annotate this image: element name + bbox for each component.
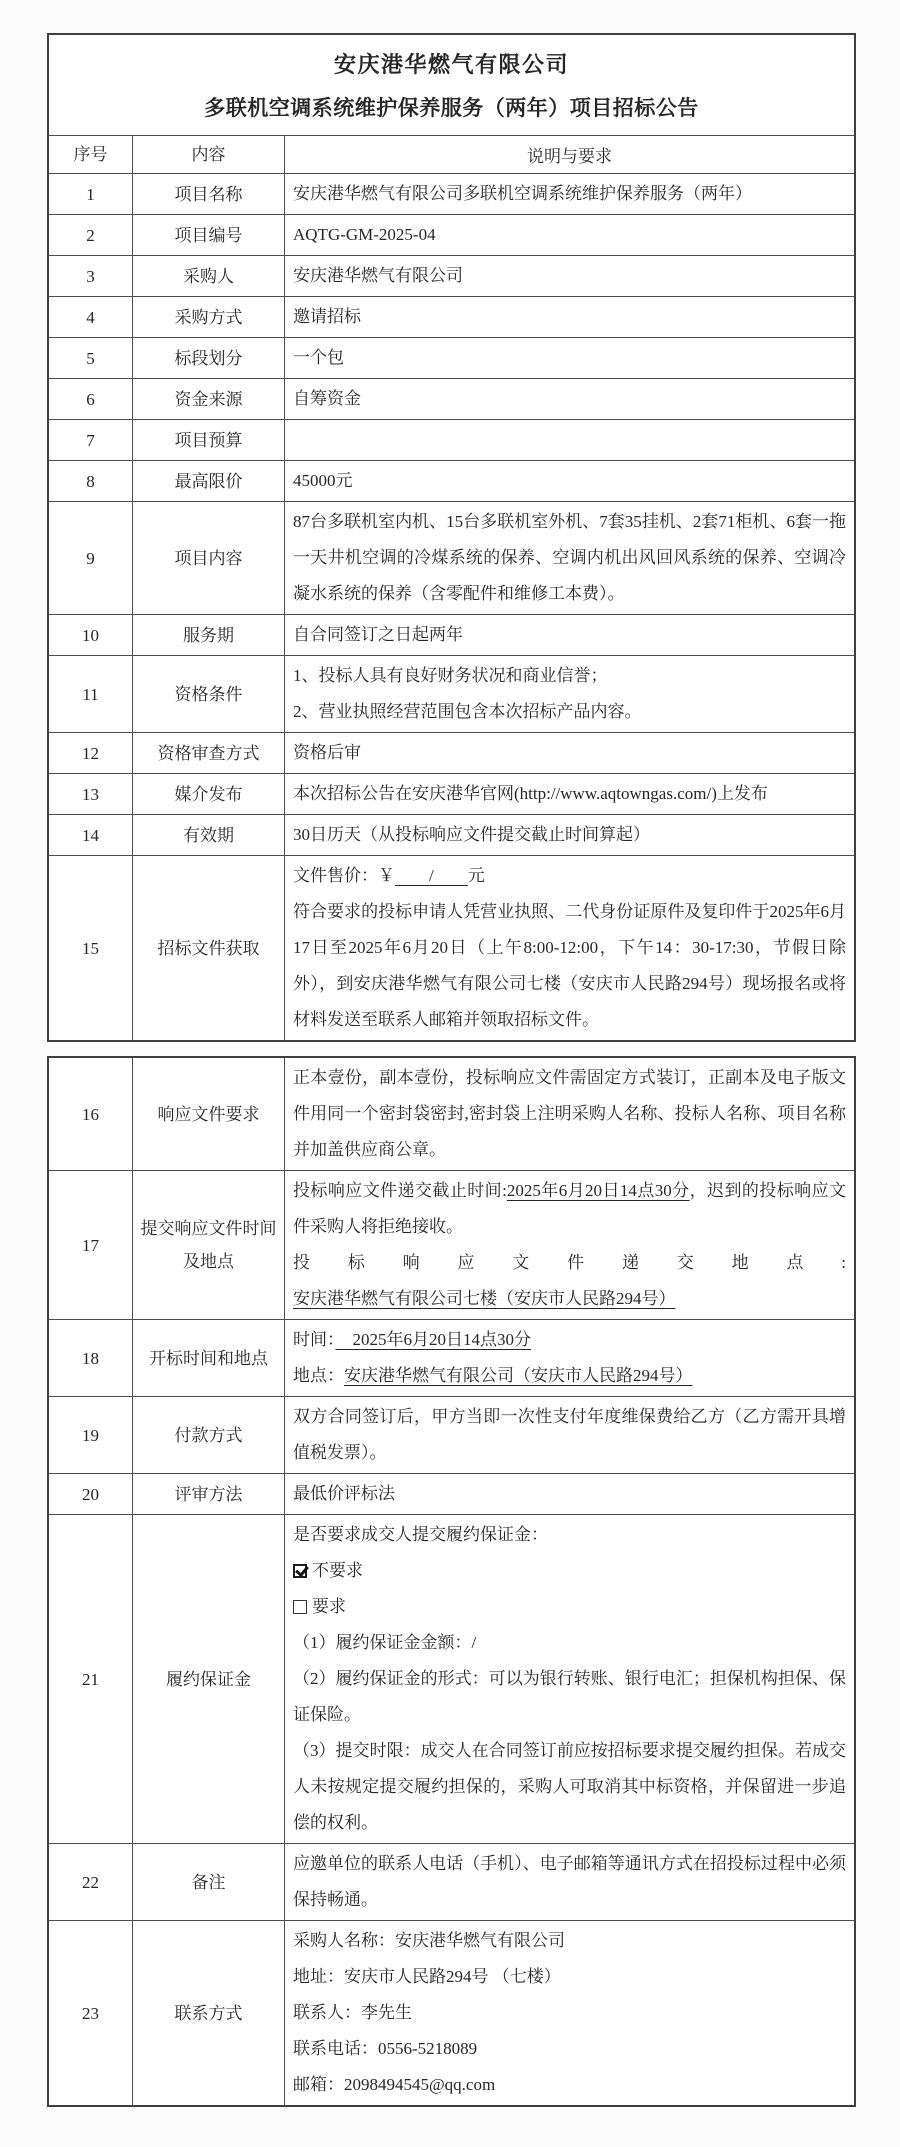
text-segment: 安庆港华燃气有限公司多联机空调系统维护保养服务（两年） [293,184,752,204]
text-segment: 投标响应文件递交截止时间: [293,1181,507,1201]
content-line [293,858,846,894]
content-line [293,340,846,376]
text-segment: 是否要求成交人提交履约保证金： [293,1525,548,1545]
text-segment: 1、投标人具有良好财务状况和商业信誉； [293,666,608,686]
row-content [285,1515,854,1843]
text-segment: 时间： [293,1330,336,1350]
row-content [285,1320,854,1396]
announcement-table-part2 [47,1056,856,2107]
table-row [49,337,854,378]
text-segment: 要求 [312,1597,346,1617]
row-label: 项目内容 [133,502,285,614]
row-number: 16 [49,1058,133,1170]
row-label: 最高限价 [133,461,285,501]
content-line [293,1661,846,1733]
table-row [49,1058,854,1170]
row-content [285,815,854,855]
content-line [293,381,846,417]
text-segment: 安庆港华燃气有限公司 [293,266,463,286]
content-line [293,617,846,653]
content-line [293,1358,846,1394]
row-content [285,379,854,419]
row-label: 开标时间和地点 [133,1320,285,1396]
row-content [285,338,854,378]
table-row [49,732,854,773]
text-segment: 联系电话：0556-5218089 [293,2039,478,2059]
row-content [285,297,854,337]
text-segment: 30日历天（从投标响应文件提交截止时间算起） [293,825,650,845]
row-number: 9 [49,502,133,614]
table-row [49,614,854,655]
text-segment: ，迟到的投标响应文件采购人将拒绝接收。 [293,1181,847,1237]
text-segment: （1）履约保证金金额：/ [293,1633,477,1653]
row-label: 响应文件要求 [133,1058,285,1170]
column-header-no: 序号 [49,136,133,173]
row-content [285,215,854,255]
text-segment: 元 [467,866,485,886]
text-segment: 一个包 [293,348,344,368]
table-row [49,378,854,419]
underlined-text-segment: 2025年6月20日14点30分 [506,1181,690,1201]
row-content [285,174,854,214]
row-content [285,656,854,732]
row-label: 提交响应文件时间及地点 [133,1171,285,1319]
content-line [293,504,846,612]
text-segment: 自筹资金 [293,389,361,409]
content-line [293,1322,846,1358]
table-row [49,1319,854,1396]
text-segment: 符合要求的投标申请人凭营业执照、二代身份证原件及复印件于2025年6月17日至2025年6月20日（上午8:00-12:00，下午14：30-17:30，节假日除外），到安庆港华燃气有限公司七楼（安庆市人民路294号）现场报名或将材料发送至联系人邮箱并领取招标文件。 [293,902,846,1030]
column-header-content: 内容 [133,136,285,173]
row-content [285,856,854,1040]
text-segment: 投标响应文件递交地点: [293,1253,846,1273]
row-label: 备注 [133,1844,285,1920]
row-label: 评审方法 [133,1474,285,1514]
table-row [49,255,854,296]
row-label: 联系方式 [133,1921,285,2105]
content-line [293,1060,846,1168]
row-content [285,1844,854,1920]
table-row [49,655,854,732]
content-line [293,894,846,1038]
row-number: 13 [49,774,133,814]
table-row [49,1170,854,1319]
row-label: 采购人 [133,256,285,296]
text-segment: 地址：安庆市人民路294号 （七楼） [293,1967,561,1987]
table-row [49,501,854,614]
title-block [49,35,854,135]
company-title: 安庆港华燃气有限公司 [333,52,569,77]
content-line [293,1173,846,1245]
table-row [49,814,854,855]
table-row [49,296,854,337]
content-line [293,1589,846,1625]
content-line [293,1625,846,1661]
table-body-part2 [49,1058,854,2105]
content-line [293,1923,846,1959]
table-body-part1 [49,173,854,1040]
text-segment: 正本壹份，副本壹份，投标响应文件需固定方式装订，正副本及电子版文件用同一个密封袋密封,密封袋上注明采购人名称、投标人名称、项目名称并加盖供应商公章。 [293,1068,846,1160]
table-row [49,1843,854,1920]
content-line [293,1476,846,1512]
table-row [49,1473,854,1514]
row-label: 履约保证金 [133,1515,285,1843]
table-gap [47,1042,856,1056]
row-number: 1 [49,174,133,214]
text-segment: 邀请招标 [293,307,361,327]
row-number: 6 [49,379,133,419]
row-number: 10 [49,615,133,655]
row-label: 标段划分 [133,338,285,378]
text-segment: （2）履约保证金的形式：可以为银行转账、银行电汇；担保机构担保、保证保险。 [293,1669,846,1725]
row-number: 18 [49,1320,133,1396]
text-segment: 2、营业执照经营范围包含本次招标产品内容。 [293,702,642,722]
content-line [293,1846,846,1918]
text-segment: 双方合同签订后，甲方当即一次性支付年度维保费给乙方（乙方需开具增值税发票）。 [293,1407,846,1463]
table-row [49,214,854,255]
underlined-text-segment: / [395,866,468,886]
row-number: 21 [49,1515,133,1843]
table-row [49,1396,854,1473]
project-title: 多联机空调系统维护保养服务（两年）项目招标公告 [204,95,699,120]
row-number: 5 [49,338,133,378]
row-number: 11 [49,656,133,732]
row-number: 20 [49,1474,133,1514]
row-label: 付款方式 [133,1397,285,1473]
row-content [285,1058,854,1170]
text-segment: 最低价评标法 [293,1484,395,1504]
row-content [285,1474,854,1514]
row-number: 22 [49,1844,133,1920]
table-header-row [49,135,854,173]
content-line [293,176,846,212]
row-number: 4 [49,297,133,337]
row-label: 服务期 [133,615,285,655]
text-segment: 自合同签订之日起两年 [293,625,463,645]
content-line [293,776,846,812]
text-segment: 应邀单位的联系人电话（手机）、电子邮箱等通讯方式在招投标过程中必须保持畅通。 [293,1854,846,1910]
row-label: 媒介发布 [133,774,285,814]
content-line [293,1733,846,1841]
row-content [285,1397,854,1473]
row-content [285,733,854,773]
content-line [293,258,846,294]
underlined-text-segment: 安庆港华燃气有限公司（安庆市人民路294号） [344,1366,693,1386]
text-segment: 本次招标公告在安庆港华官网(http://www.aqtowngas.com/)上发布 [293,784,768,804]
content-line [293,694,846,730]
row-number: 14 [49,815,133,855]
content-line [293,658,846,694]
table-row [49,419,854,460]
row-label: 项目名称 [133,174,285,214]
announcement-table-part1 [47,33,856,1042]
content-line [293,463,846,499]
table-row [49,855,854,1040]
text-segment: 联系人：李先生 [293,2003,412,2023]
row-label: 采购方式 [133,297,285,337]
content-line [293,1995,846,2031]
row-content [285,420,854,460]
content-line [293,2031,846,2067]
row-label: 项目预算 [133,420,285,460]
underlined-text-segment: 2025年6月20日14点30分 [335,1330,531,1350]
row-number: 19 [49,1397,133,1473]
table-row [49,1920,854,2105]
row-label: 资金来源 [133,379,285,419]
table-row [49,773,854,814]
row-label: 项目编号 [133,215,285,255]
content-line [293,1399,846,1471]
text-segment: AQTG-GM-2025-04 [293,225,436,245]
row-number: 17 [49,1171,133,1319]
row-number: 3 [49,256,133,296]
row-label: 招标文件获取 [133,856,285,1040]
row-content [285,1171,854,1319]
table-row [49,1514,854,1843]
column-header-spec: 说明与要求 [527,147,612,167]
content-line [293,217,846,253]
row-number: 8 [49,461,133,501]
text-segment: 87台多联机室内机、15台多联机室外机、7套35挂机、2套71柜机、6套一拖一天井机空调的冷煤系统的保养、空调内机出风回风系统的保养、空调冷凝水系统的保养（含零配件和维修工本费）。 [293,512,846,604]
content-line [293,2067,846,2103]
content-line [293,1553,846,1589]
row-content [285,502,854,614]
row-number: 7 [49,420,133,460]
checkbox-unchecked-icon [293,1600,307,1614]
content-line [293,735,846,771]
table-row [49,460,854,501]
row-content [285,774,854,814]
content-line [293,422,846,458]
row-content [285,1921,854,2105]
content-line [293,1517,846,1553]
row-label: 资格审查方式 [133,733,285,773]
text-segment: 邮箱：2098494545@qq.com [293,2075,496,2095]
row-content [285,256,854,296]
text-segment: 采购人名称：安庆港华燃气有限公司 [293,1931,565,1951]
underlined-text-segment: 安庆港华燃气有限公司七楼（安庆市人民路294号） [293,1289,676,1309]
text-segment: 资格后审 [293,743,361,763]
content-line [293,817,846,853]
row-label: 资格条件 [133,656,285,732]
table-row [49,173,854,214]
checkbox-checked-icon [293,1564,307,1578]
row-number: 12 [49,733,133,773]
row-label: 有效期 [133,815,285,855]
row-number: 2 [49,215,133,255]
text-segment: 不要求 [312,1561,363,1581]
text-segment: 地点： [293,1366,344,1386]
row-content [285,461,854,501]
content-line [293,1245,846,1317]
content-line [293,299,846,335]
row-number: 15 [49,856,133,1040]
row-content [285,615,854,655]
text-segment: 文件售价：￥ [293,866,395,886]
content-line [293,1959,846,1995]
text-segment: 45000元 [293,471,353,491]
row-number: 23 [49,1921,133,2105]
text-segment: （3）提交时限：成交人在合同签订前应按招标要求提交履约担保。若成交人未按规定提交履约担保的，采购人可取消其中标资格，并保留进一步追偿的权利。 [293,1741,846,1833]
